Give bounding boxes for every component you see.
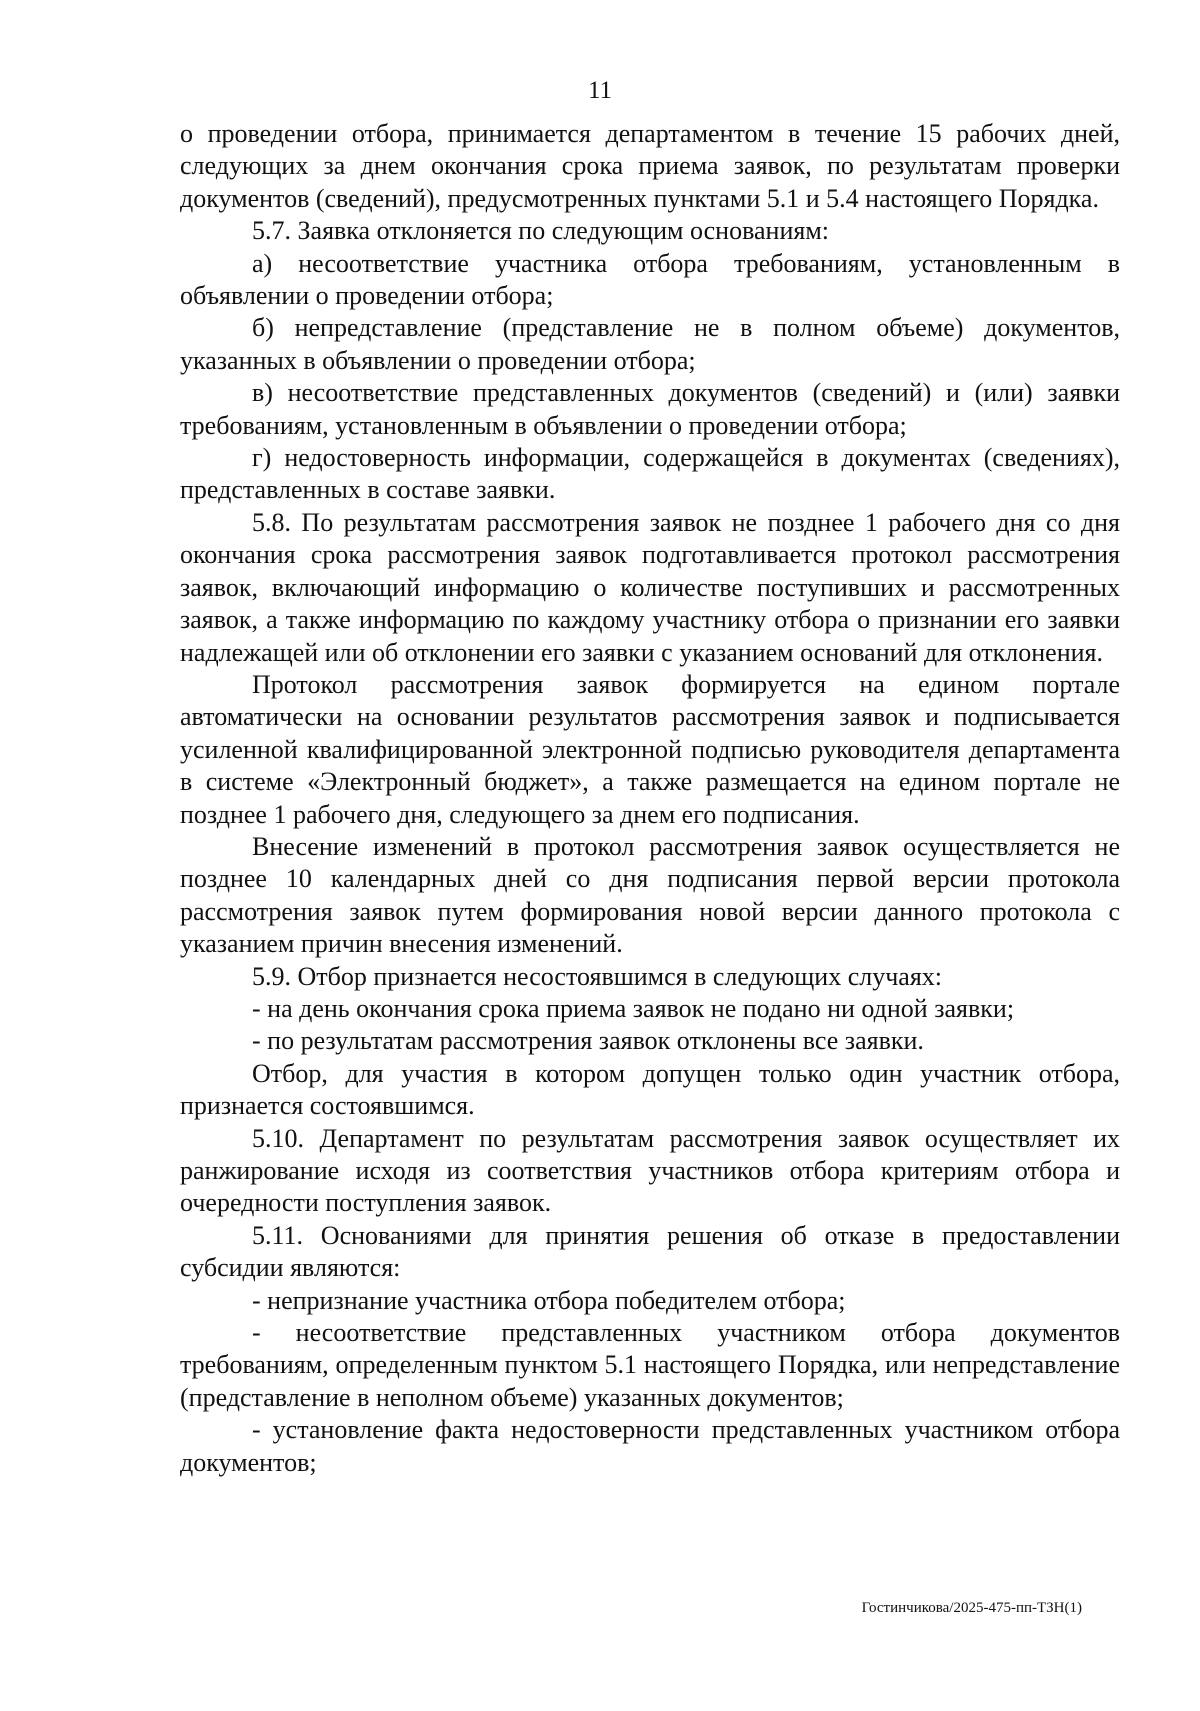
paragraph: - по результатам рассмотрения заявок отклонены все заявки. <box>252 1026 924 1056</box>
paragraph: - несоответствие представленных участником отбора документов требованиям, определенным пунктом 5.1 настоящего Порядка, или непредставление (представление в неполном объеме) указанных документов; <box>180 1318 1120 1412</box>
paragraph: о проведении отбора, принимается департаментом в течение 15 рабочих дней, следующих за днем окончания срока приема заявок, по результатам проверки документов (сведений), предусмотренных пунктами 5.1 и 5.4 настоящего Порядка. <box>180 119 1120 213</box>
paragraph: 5.10. Департамент по результатам рассмотрения заявок осуществляет их ранжирование исходя из соответствия участников отбора критериям отбора и очередности поступления заявок. <box>180 1123 1120 1218</box>
paragraph: Протокол рассмотрения заявок формируется на едином портале автоматически на основании результатов рассмотрения заявок и подписывается усиленной квалифицированной электронной подписью руководителя департамента в системе «Электронный бюджет», а также размещается на едином портале не позднее 1 рабочего дня, следующего за днем его подписания. <box>180 669 1120 829</box>
page-number: 11 <box>587 77 613 104</box>
paragraph: 5.9. Отбор признается несостоявшимся в следующих случаях: <box>252 961 943 991</box>
paragraph: г) недостоверность информации, содержащейся в документах (сведениях), представленных в составе заявки. <box>180 443 1120 505</box>
document-body <box>180 118 1120 1479</box>
paragraph: - непризнание участника отбора победителем отбора; <box>252 1285 846 1315</box>
paragraph: Отбор, для участия в котором допущен только один участник отбора, признается состоявшимся. <box>180 1058 1120 1121</box>
paragraph: - на день окончания срока приема заявок не подано ни одной заявки; <box>252 993 1015 1023</box>
paragraph: - установление факта недостоверности представленных участником отбора документов; <box>180 1415 1120 1477</box>
paragraph: 5.8. По результатам рассмотрения заявок не позднее 1 рабочего дня со дня окончания срока рассмотрения заявок подготавливается протокол рассмотрения заявок, включающий информацию о количестве поступивших и рассмотренных заявок, а также информацию по каждому участнику отбора о признании его заявки надлежащей или об отклонении его заявки с указанием оснований для отклонения. <box>180 507 1120 667</box>
paragraph: а) несоответствие участника отбора требованиям, установленным в объявлении о проведении отбора; <box>180 248 1120 311</box>
paragraph: в) несоответствие представленных документов (сведений) и (или) заявки требованиям, установленным в объявлении о проведении отбора; <box>180 378 1120 440</box>
paragraph: 5.7. Заявка отклоняется по следующим основаниям: <box>252 216 830 246</box>
paragraph: б) непредставление (представление не в полном объеме) документов, указанных в объявлении о проведении отбора; <box>180 313 1120 375</box>
paragraph: 5.11. Основаниями для принятия решения об отказе в предоставлении субсидии являются: <box>180 1220 1120 1283</box>
paragraph: Внесение изменений в протокол рассмотрения заявок осуществляется не позднее 10 календарных дней со дня подписания первой версии протокола рассмотрения заявок путем формирования новой версии данного протокола с указанием причин внесения изменений. <box>180 831 1120 959</box>
document-footer-code: Гостинчикова/2025-475-пп-ТЗН(1) <box>861 1600 1082 1616</box>
